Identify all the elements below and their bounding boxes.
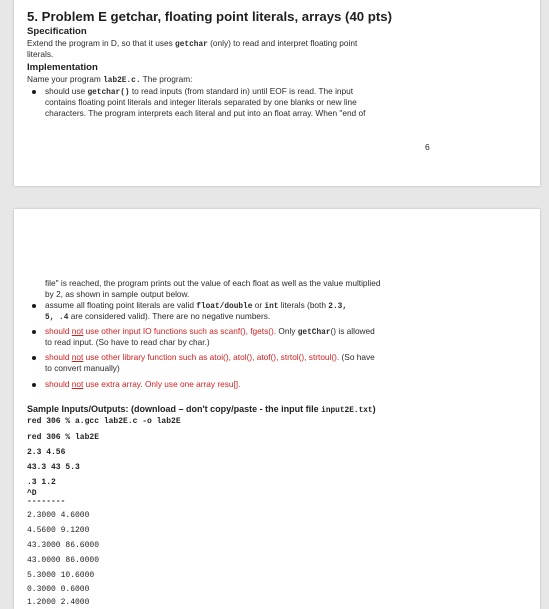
code-line-command-compile: red 306 % a.gcc lab2E.c -o lab2E <box>27 417 181 426</box>
sample-io-heading: Sample Inputs/Outputs: (download – don't copy/paste - the input file input2E.txt) <box>27 404 376 415</box>
code-line-output: 1.2000 2.4000 <box>27 598 90 607</box>
page-number: 6 <box>425 142 430 152</box>
code-line-output: 43.3000 86.6000 <box>27 541 100 550</box>
document-page-2 <box>14 209 540 609</box>
code-line-output: 2.3000 4.6000 <box>27 511 90 520</box>
bullet-point <box>32 330 36 334</box>
bullet-4-line-1: should not use other library function such as atoi(), atol(), atof(), strtol(), strtoul(). (So have <box>45 352 375 362</box>
code-line-input: 43.3 43 5.3 <box>27 463 80 472</box>
code-line-output: 4.5600 9.1200 <box>27 526 90 535</box>
code-line-output: 5.3000 10.6000 <box>27 571 95 580</box>
code-line-command-run: red 306 % lab2E <box>27 433 100 442</box>
bullet-point <box>32 304 36 308</box>
specification-text-line-1: Extend the program in D, so that it uses getchar (only) to read and interpret floating point <box>27 38 358 49</box>
bullet-1-continued-line-2: by 2, as shown in sample output below. <box>45 289 190 299</box>
bullet-1-line-1: should use getchar() to read inputs (from standard in) until EOF is read. The input <box>45 86 354 97</box>
implementation-heading: Implementation <box>27 62 98 73</box>
bullet-2-line-1: assume all floating point literals are valid float/double or int literals (both 2.3, <box>45 300 347 311</box>
document-page-1 <box>14 0 540 186</box>
code-line-input: 2.3 4.56 <box>27 448 66 457</box>
code-line-eof: ^D <box>27 489 37 498</box>
bullet-3-line-2: to read input. (So have to read char by char.) <box>45 337 210 347</box>
code-line-output: 0.3000 0.6000 <box>27 585 90 594</box>
code-line-separator: -------- <box>27 497 66 506</box>
bullet-point <box>32 383 36 387</box>
bullet-2-line-2: 5, .4 are considered valid). There are no negative numbers. <box>45 311 271 322</box>
code-line-input: .3 1.2 <box>27 478 56 487</box>
bullet-1-line-2: contains floating point literals and integer literals separated by one blanks or new line <box>45 97 357 107</box>
specification-heading: Specification <box>27 26 87 37</box>
bullet-1-continued-line-1: file" is reached, the program prints out the value of each float as well as the value multiplied <box>45 278 381 288</box>
bullet-5-line-1: should not use extra array. Only use one array resu[]. <box>45 379 241 389</box>
bullet-4-line-2: to convert manually) <box>45 363 120 373</box>
specification-text-line-2: literals. <box>27 49 54 59</box>
implementation-text: Name your program lab2E.c. The program: <box>27 74 193 85</box>
bullet-1-line-3: characters. The program interprets each literal and put into an float array. When "end of <box>45 108 366 118</box>
problem-title: 5. Problem E getchar, floating point literals, arrays (40 pts) <box>27 9 392 24</box>
code-line-output: 43.0000 86.0000 <box>27 556 100 565</box>
bullet-point <box>32 356 36 360</box>
bullet-3-line-1: should not use other input IO functions such as scanf(), fgets(). Only getChar() is allowed <box>45 326 375 337</box>
bullet-point <box>32 90 36 94</box>
